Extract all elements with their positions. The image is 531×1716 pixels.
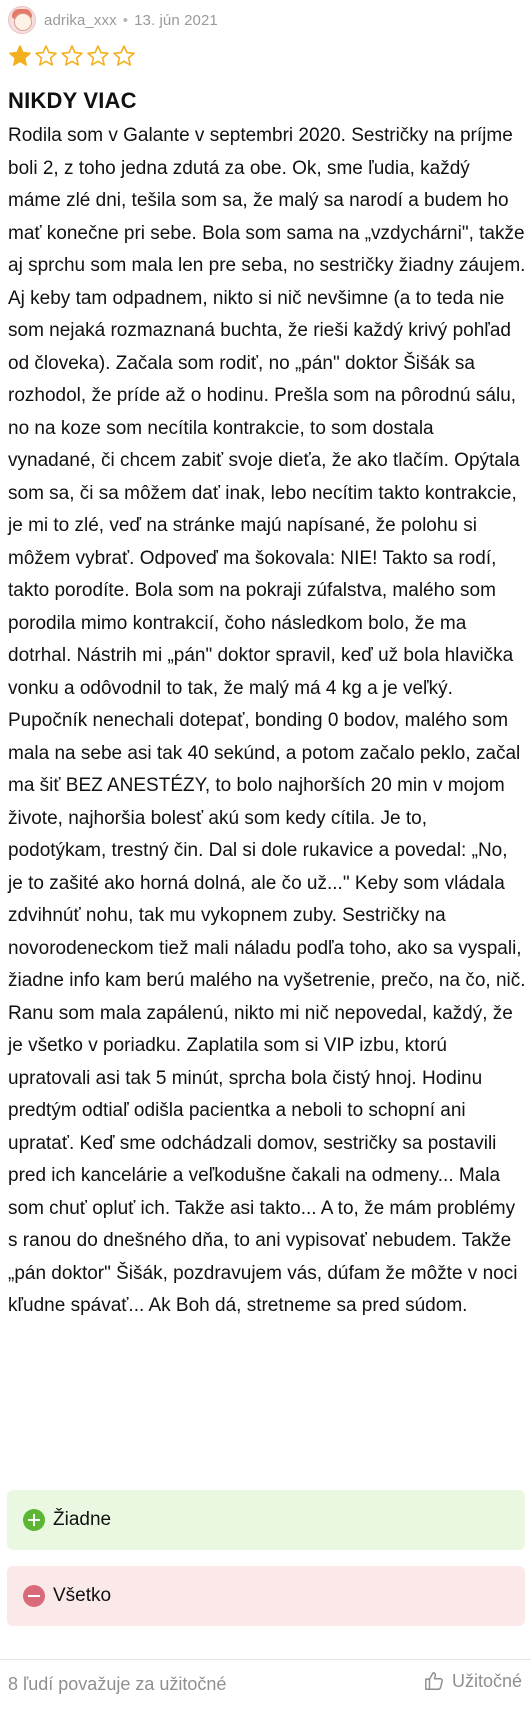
helpful-count: 8 ľudí považuje za užitočné xyxy=(8,1674,227,1694)
avatar-girl-icon[interactable] xyxy=(8,6,36,34)
minus-bar xyxy=(28,1595,40,1597)
plus-vertical-bar xyxy=(33,1514,35,1526)
author-name[interactable]: adrika_xxx xyxy=(44,11,117,29)
star-empty-icon xyxy=(112,44,136,68)
star-empty-icon xyxy=(34,44,58,68)
pros-label: Žiadne xyxy=(53,1509,112,1530)
footer-divider xyxy=(0,1659,531,1660)
star-filled-icon xyxy=(8,44,32,68)
review-header xyxy=(8,4,218,36)
pros-box xyxy=(7,1490,525,1550)
rating-stars xyxy=(8,44,136,68)
review-date: 13. jún 2021 xyxy=(134,11,218,29)
helpful-button-label: Užitočné xyxy=(451,1670,522,1691)
plus-circle-icon xyxy=(23,1509,45,1531)
helpful-button[interactable] xyxy=(424,1670,522,1692)
cons-label: Všetko xyxy=(53,1585,112,1606)
star-empty-icon xyxy=(86,44,110,68)
minus-circle-icon xyxy=(23,1585,45,1607)
thumbs-up-icon xyxy=(424,1670,446,1692)
star-empty-icon xyxy=(60,44,84,68)
review-text: Rodila som v Galante v septembri 2020. Sestričky na príjme boli 2, z toho jedna zdutá za obe. Ok, sme ľudia, každý máme zlé dni, tešila som sa, že malý sa narodí a budem ho mať konečne pri sebe. Bola som sama na „vzdychárni", takže aj sprchu som mala len pre seba, no sestričky žiadny záujem. Aj keby tam odpadnem, nikto si nič nevšimne (a to teda nie som nejaká rozmaznaná buchta, že rieši každý krivý pohľad od človeka). Začala som rodiť, no „pán" doktor Šišák sa rozhodol, že príde až o hodinu. Prešla som na pôrodnú sálu, no na koze som necítila kontrakcie, to som dostala vynadané, či chcem zabiť svoje dieťa, že ako tlačím. Opýtala som sa, či sa môžem dať inak, lebo necítim takto kontrakcie, je mi to zlé, veď na stránke majú napísané, že polohu si môžem vybrať. Odpoveď ma šokovala: NIE! Takto sa rodí, takto porodíte. Bola som na pokraji zúfalstva, malého som porodila mimo kontrakcií, čoho následkom bolo, že ma dotrhal. Nástrih mi „pán" doktor spravil, keď už bola hlavička vonku a odôvodnil to tak, že malý má 4 kg a je veľký. Pupočník nenechali dotepať, bonding 0 bodov, malého som mala na sebe asi tak 40 sekúnd, a potom začalo peklo, začal ma šiť BEZ ANESTÉZY, to bolo najhorších 20 min v mojom živote, najhoršia bolesť akú som kedy cítila. Je to, podotýkam, trestný čin. Dal si dole rukavice a povedal: „No, je to zašité ako horná dolná, ale čo už..." Keby som vládala zdvihnúť nohu, tak mu vykopnem zuby. Sestričky na novorodeneckom tiež mali náladu podľa toho, ako sa vyspali, žiadne info kam berú malého na vyšetrenie, prečo, na čo, nič. Ranu som mala zapálenú, nikto mi nič nepovedal, každý, že je všetko v poriadku. Zaplatila som si VIP izbu, ktorú upratovali asi tak 5 minút, sprcha bola čistý hnoj. Hodinu predtým odtiaľ odišla pacientka a neboli to schopní ani upratať. Keď sme odchádzali domov, sestričky sa postavili pred ich kancelárie a veľkodušne čakali na odmeny... Mala som chuť opluť ich. Takže asi takto... A to, že mám problémy s ranou do dnešného dňa, to ani vypisovať nebudem. Takže „pán doktor" Šišák, pozdravujem vás, dúfam že môžte v noci kľudne spávať... Ak Boh dá, stretneme sa pred súdom. xyxy=(8,125,526,1316)
meta-separator: • xyxy=(122,11,129,29)
cons-box xyxy=(7,1566,525,1626)
avatar-face xyxy=(14,13,32,31)
review-title: NIKDY VIAC xyxy=(8,88,137,113)
review-meta xyxy=(44,12,218,29)
